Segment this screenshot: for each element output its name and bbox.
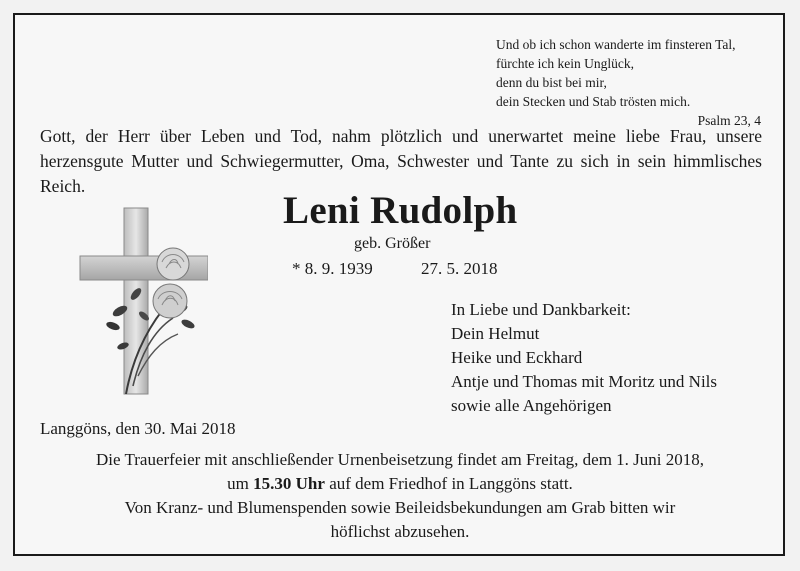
family-line: In Liebe und Dankbarkeit: — [451, 300, 631, 319]
family-line: Antje und Thomas mit Moritz und Nils — [451, 372, 718, 391]
family-line: Heike und Eckhard — [451, 348, 583, 367]
intro-text: Gott, der Herr über Leben und Tod, nahm plötzlich und unerwartet meine liebe Frau, unsere herzensgute Mutter und Schwiegermutter, Oma, Schwester und Tante zu sich in sein himmlisches Reich. — [40, 126, 762, 196]
notice-text: um — [227, 474, 249, 493]
notice-line — [40, 472, 760, 496]
psalm-line: denn du bist bei mir, — [496, 75, 607, 90]
death-date: 27. 5. 2018 — [421, 259, 498, 278]
maiden-name: geb. Größer — [354, 235, 431, 252]
psalm-quote — [496, 35, 761, 130]
psalm-reference: Psalm 23, 4 — [697, 113, 761, 128]
family-line: Dein Helmut — [451, 324, 540, 343]
notice-line: Die Trauerfeier mit anschließender Urnenbeisetzung findet am Freitag, dem 1. Juni 2018, — [95, 450, 705, 469]
family-signature — [451, 298, 717, 418]
funeral-notice — [40, 448, 760, 544]
notice-line: höflichst abzusehen. — [330, 522, 470, 541]
place-date: Langgöns, den 30. Mai 2018 — [40, 419, 236, 438]
family-line: sowie alle Angehörigen — [451, 396, 612, 415]
cross-with-roses-icon — [78, 206, 208, 402]
notice-text: auf dem Friedhof in Langgöns statt. — [329, 474, 573, 493]
birth-date: * 8. 9. 1939 — [292, 259, 373, 278]
psalm-line: dein Stecken und Stab trösten mich. — [496, 94, 691, 109]
deceased-name: Leni Rudolph — [283, 189, 518, 232]
psalm-line: Und ob ich schon wanderte im finsteren Tal, — [496, 37, 736, 52]
psalm-line: fürchte ich kein Unglück, — [496, 56, 634, 71]
notice-line: Von Kranz- und Blumenspenden sowie Beileidsbekundungen am Grab bitten wir — [124, 498, 676, 517]
funeral-time: 15.30 Uhr — [253, 474, 325, 493]
